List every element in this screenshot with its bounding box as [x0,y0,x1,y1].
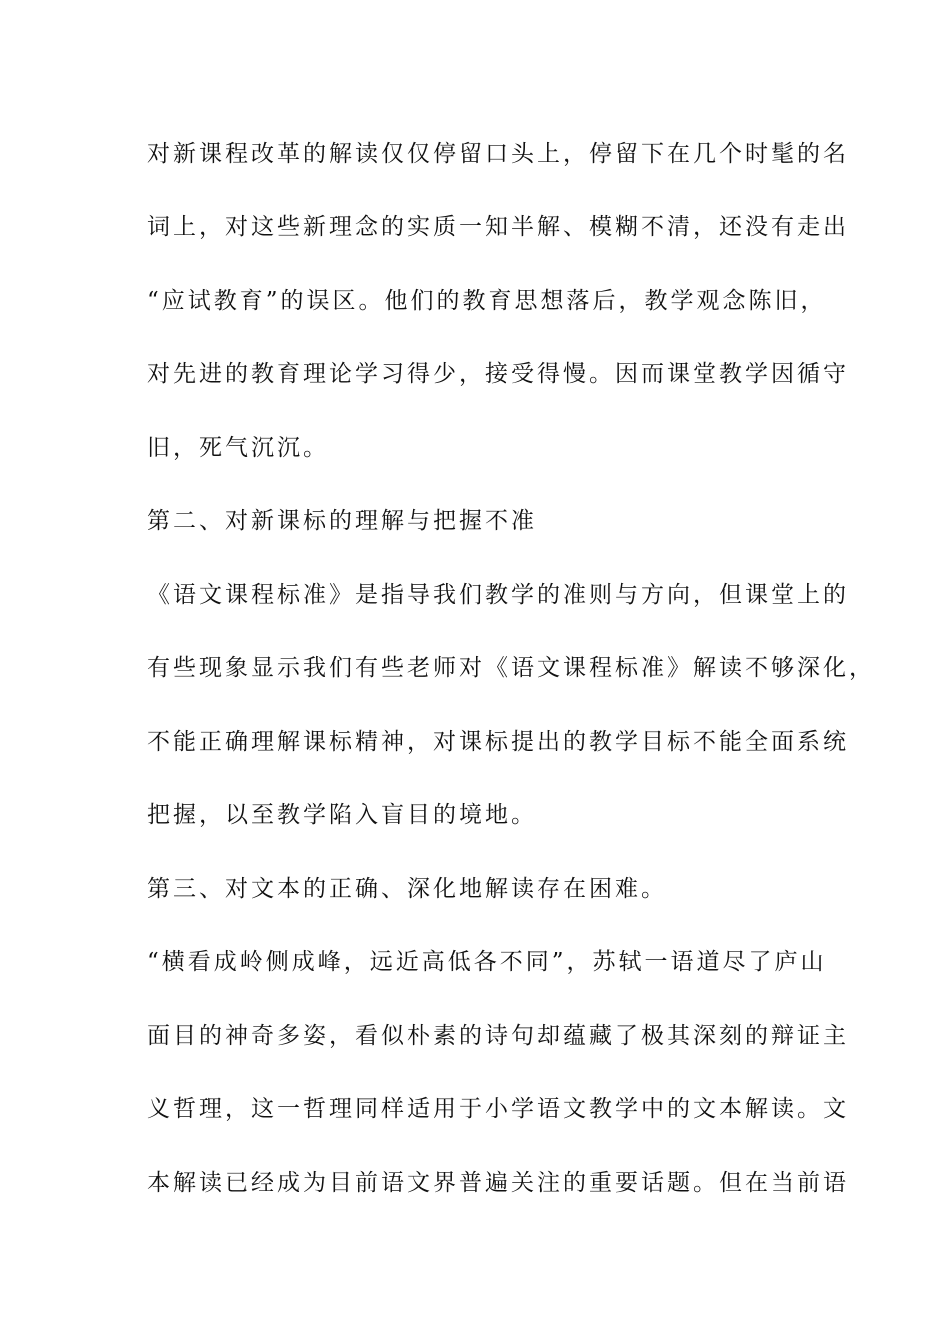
text-line: 把握，以至教学陷入盲目的境地。 [147,802,537,828]
text-line: 面目的神奇多姿，看似朴素的诗句却蕴藏了极其深刻的辩证主 [147,1023,849,1049]
section-heading: 第二、对新课标的理解与把握不准 [147,508,537,534]
text-line: 旧，死气沉沉。 [147,435,329,461]
text-line: 词上，对这些新理念的实质一知半解、模糊不清，还没有走出 [147,214,849,240]
text-line: 不能正确理解课标精神，对课标提出的教学目标不能全面系统 [147,729,849,755]
text-line: 义哲理，这一哲理同样适用于小学语文教学中的文本解读。文 [147,1096,849,1122]
text-line: “应试教育”的误区。他们的教育思想落后，教学观念陈旧， [147,288,827,314]
text-line: “横看成岭侧成峰，远近高低各不同”，苏轼一语道尽了庐山 [147,949,827,975]
section-heading: 第三、对文本的正确、深化地解读存在困难。 [147,876,667,902]
text-line: 本解读已经成为目前语文界普遍关注的重要话题。但在当前语 [147,1170,849,1196]
text-line: 对先进的教育理论学习得少，接受得慢。因而课堂教学因循守 [147,361,849,387]
text-line: 《语文课程标准》是指导我们教学的准则与方向，但课堂上的 [147,582,849,608]
text-line: 对新课程改革的解读仅仅停留口头上，停留下在几个时髦的名 [147,141,849,167]
text-line: 有些现象显示我们有些老师对《语文课程标准》解读不够深化， [147,655,875,681]
